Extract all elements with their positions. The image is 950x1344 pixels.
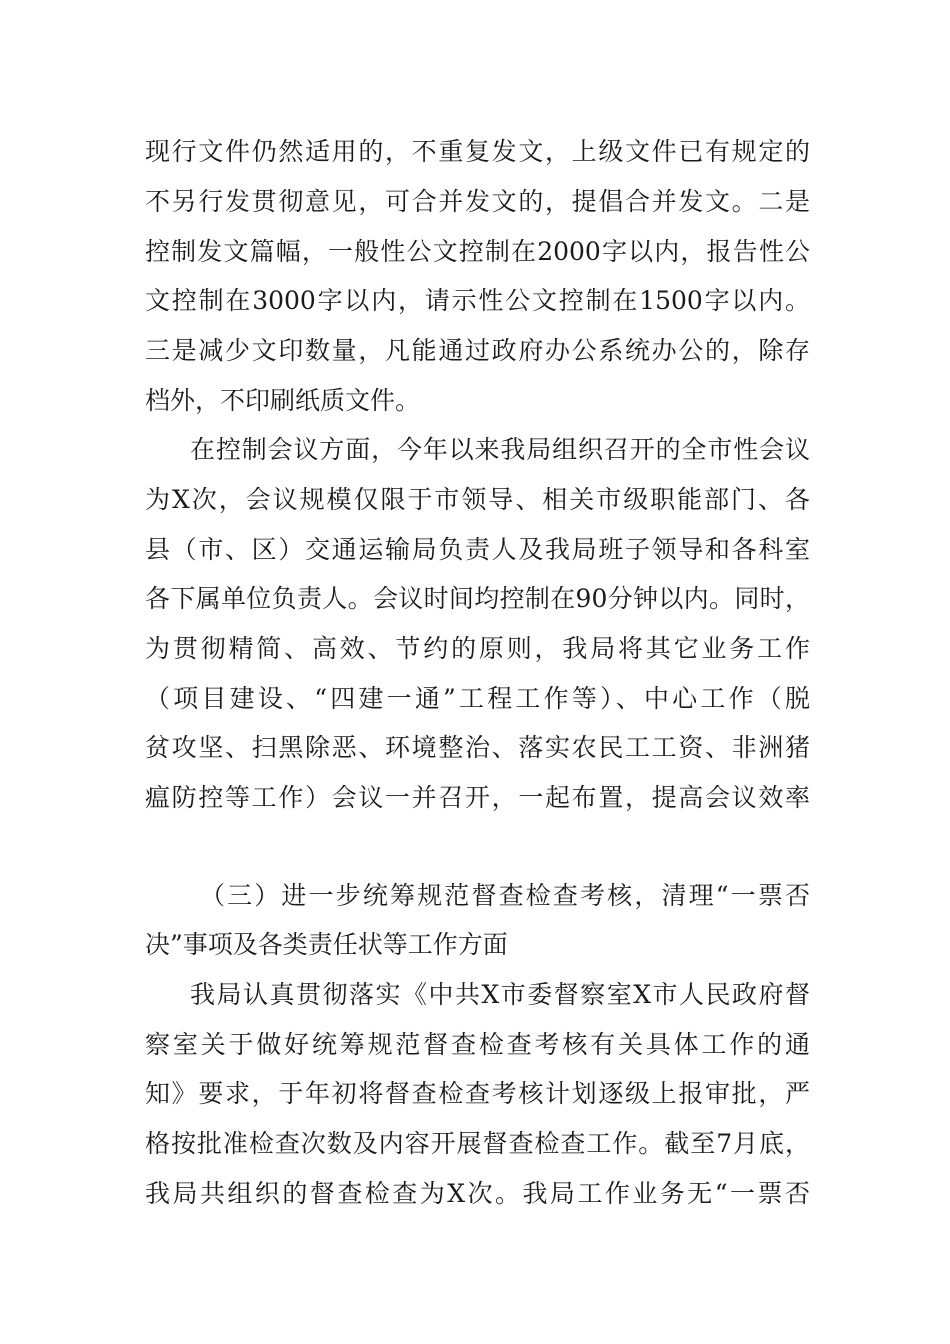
paragraph-1-line-1: 现行文件仍然适用的，不重复发文，上级文件已有规定的 — [145, 137, 810, 166]
paragraph-3-line-4: 格按批准检查次数及内容开展督查检查工作。截至7月底， — [145, 1129, 810, 1158]
paragraph-2-line-2: 为X次，会议规模仅限于市领导、相关市级职能部门、各 — [145, 485, 810, 514]
section-heading-line-1: （三）进一步统筹规范督查检查考核，清理“一票否 — [200, 881, 810, 910]
paragraph-3-line-3: 知》要求，于年初将督查检查考核计划逐级上报审批，严 — [145, 1079, 810, 1108]
paragraph-1-line-5: 三是减少文印数量，凡能通过政府办公系统办公的，除存 — [145, 336, 810, 365]
paragraph-2-line-6: （项目建设、“四建一通”工程工作等）、中心工作（脱 — [145, 684, 810, 713]
paragraph-1-line-6: 档外，不印刷纸质文件。 — [145, 386, 421, 415]
paragraph-3-line-5: 我局共组织的督查检查为X次。我局工作业务无“一票否 — [145, 1179, 810, 1208]
paragraph-1-line-3: 控制发文篇幅，一般性公文控制在2000字以内，报告性公 — [145, 237, 810, 266]
paragraph-1-line-4: 文控制在3000字以内，请示性公文控制在1500字以内。 — [145, 286, 810, 315]
paragraph-2-line-1: 在控制会议方面，今年以来我局组织召开的全市性会议 — [190, 435, 810, 464]
paragraph-2-line-3: 县（市、区）交通运输局负责人及我局班子领导和各科室 — [145, 535, 810, 564]
paragraph-3-line-2: 察室关于做好统筹规范督查检查考核有关具体工作的通 — [145, 1030, 810, 1059]
paragraph-2-line-8: 瘟防控等工作）会议一并召开，一起布置，提高会议效率 — [145, 783, 810, 812]
paragraph-1-line-2: 不另行发贯彻意见，可合并发文的，提倡合并发文。二是 — [145, 187, 810, 216]
section-heading-line-2: 决”事项及各类责任状等工作方面 — [145, 930, 508, 959]
paragraph-2-line-4: 各下属单位负责人。会议时间均控制在90分钟以内。同时， — [145, 584, 810, 613]
paragraph-2-line-7: 贫攻坚、扫黑除恶、环境整治、落实农民工工资、非洲猪 — [145, 733, 810, 762]
paragraph-3-line-1: 我局认真贯彻落实《中共X市委督察室X市人民政府督 — [190, 980, 810, 1009]
paragraph-2-line-5: 为贯彻精简、高效、节约的原则，我局将其它业务工作 — [145, 634, 810, 663]
